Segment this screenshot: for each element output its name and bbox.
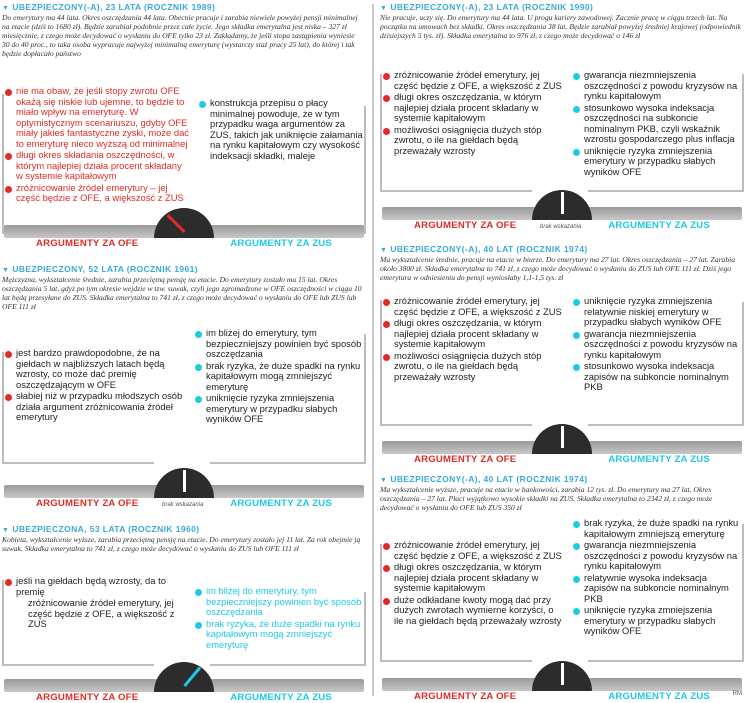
ofe-argument: zróżnicowanie źródeł emerytury, jej część będzie z OFE, a większość z ZUS: [28, 597, 175, 629]
ofe-argument: długi okres oszczędzania, w którym najlepiej działa procent składany w systemie kapitałowym: [382, 562, 562, 594]
ofe-argument: zróżnicowanie źródeł emerytury, jej część będzie z OFE, a większość z ZUS: [382, 540, 562, 561]
panel-description: Ma wykształcenie wyższe, pracuje na etacie w bankowości, zarabia 12 tys. zł. Do emerytury ma 27 lat. Okres oszczędzania – 27 lat. Płaci wyjątkowo wysokie składki na ZUS. Składka emerytalna to 2342 zł, z czego może decydować o wysłaniu do OFE lub ZUS 350 zł: [380, 485, 713, 512]
triangle-icon: ▼: [380, 477, 388, 484]
zus-label: ARGUMENTY ZA ZUS: [608, 454, 710, 465]
cyan-bullet-icon: [573, 364, 580, 371]
cyan-bullet-icon: [573, 332, 580, 339]
panel-title: ▼ UBEZPIECZONY(-A), 23 LATA (ROCZNIK 1990): [380, 2, 594, 12]
zus-argument: gwarancja niezmniejszenia oszczędności z powodu kryzysów na rynku kapitałowym: [572, 540, 742, 572]
ofe-label: ARGUMENTY ZA OFE: [36, 692, 139, 703]
panel-title: ▼ UBEZPIECZONY, 52 LATA (ROCZNIK 1961): [2, 264, 199, 274]
triangle-icon: ▼: [2, 267, 10, 274]
gauge-needle: [561, 663, 564, 685]
gauge-needle: [183, 470, 186, 492]
profile-panel-52-1961: [0, 264, 368, 508]
zus-argument: brak ryzyka, że duże spadki na rynku kapitałowym zmniejszą emeryturę: [572, 518, 742, 539]
panel-title: ▼ UBEZPIECZONA, 53 LATA (ROCZNIK 1960): [2, 524, 200, 534]
zus-argument: brak ryzyka, że duże spadki na rynku kapitałowym mogą zmniejszyć emeryturę: [194, 619, 364, 651]
cyan-bullet-icon: [195, 589, 202, 596]
cyan-bullet-icon: [195, 364, 202, 371]
ofe-bracket: [380, 74, 532, 192]
profile-panel-53-1960: [0, 524, 368, 703]
ofe-label: ARGUMENTY ZA OFE: [414, 691, 517, 702]
ofe-argument: długi okres oszczędzania, w którym najlepiej działa procent składany w systemie kapitałowym: [382, 92, 562, 124]
left-column: [0, 0, 368, 703]
ofe-argument: długi okres oszczędzania, w którym najlepiej działa procent składany w systemie kapitałowym: [382, 318, 562, 350]
ofe-argument: słabiej niż w przypadku młodszych osób działa argument zróżnicowania źródeł emerytury: [4, 391, 184, 423]
zus-argument: brak ryzyka, że duże spadki na rynku kapitałowym mogą zmniejszyć emeryturę: [194, 361, 364, 393]
zus-argument: stosunkowo wysoka indeksacja zapisów na subkoncie nominalnym PKB: [572, 361, 742, 393]
ofe-label: ARGUMENTY ZA OFE: [36, 238, 139, 249]
cyan-bullet-icon: [195, 396, 202, 403]
ofe-bracket: [2, 352, 154, 464]
triangle-icon: ▼: [380, 247, 388, 254]
zus-bracket: [210, 592, 366, 666]
profile-panel-23-1989: [0, 2, 368, 248]
cyan-bullet-icon: [573, 106, 580, 113]
panel-title: ▼ UBEZPIECZONY(-A), 23 LATA (ROCZNIK 1989): [2, 2, 216, 12]
ofe-bracket: [380, 300, 532, 426]
balance-label: brak wskazania: [162, 502, 204, 508]
cyan-bullet-icon: [573, 149, 580, 156]
zus-argument: gwarancja niezmniejszenia oszczędności z powodu kryzysów na rynku kapitałowym: [572, 329, 742, 361]
profile-panel-23-1990: [378, 2, 746, 230]
cyan-bullet-icon: [573, 521, 580, 528]
gauge-dial: [154, 662, 214, 692]
author-credit: RM: [732, 691, 742, 697]
zus-argument: konstrukcja przepisu o płacy minimalnej powoduje, że w tym przypadku waga argumentów za ZUS, takich jak uniknięcie załamania na rynku kapitałowym czy wysokość indeksacji składki, maleje: [198, 98, 364, 161]
panel-description: Mężczyzna, wykształcenie średnie, zarabia przeciętną pensję na etacie. Do emerytury zostało mu 15 lat. Okres oszczędzania 5 lat, gdyż po tym okresie wejdzie w tzw. suwak, czyli jego zgromadzone w OFE oszczędności w ciągu 10 lat będą przesyłane do ZUS. Składka emerytalna to 741 zł, z czego może decydować o wysłaniu do OFE lub ZUS lub OFE 111 zł: [2, 275, 362, 311]
ofe-bracket: [2, 580, 154, 666]
balance-gauge: [0, 664, 368, 703]
zus-label: ARGUMENTY ZA ZUS: [230, 238, 332, 249]
triangle-icon: ▼: [2, 5, 10, 12]
cyan-bullet-icon: [195, 622, 202, 629]
balance-gauge: [0, 470, 368, 509]
ofe-argument: nie ma obaw, że jeśli stopy zwrotu OFE okażą się niskie lub ujemne, to będzie to miało wpływ na emeryturę. W optymistycznym scenariuszu, gdyby OFE miały jakieś fantastyczne zyski, może dać to emeryturę nieco wyższą od minimalnej: [4, 86, 190, 149]
ofe-argument: zróżnicowanie źródeł emerytury, jej część będzie z OFE, a większość z ZUS: [382, 70, 562, 91]
zus-argument: stosunkowo wysoka indeksacja oszczędności na subkoncie nominalnym PKB, czyli wskaźnik wzrostu gospodarczego plus inflacja: [572, 103, 742, 145]
ofe-label: ARGUMENTY ZA OFE: [414, 220, 517, 231]
zus-argument: uniknięcie ryzyka zmniejszenia relatywnie niskiej emerytury w przypadku słabych wyników OFE: [572, 296, 742, 328]
triangle-icon: ▼: [2, 527, 10, 534]
profile-panel-40-1974-office: [378, 244, 746, 466]
ofe-label: ARGUMENTY ZA OFE: [414, 454, 517, 465]
panel-description: Kobieta, wykształcenie wyższe, zarabia przeciętną pensję na etacie. Do emerytury zostało jej 11 lat. Za rok obejmie ją suwak. Składka emerytalna to 741 zł, z czego może decydować o wysłaniu do ZUS lub OFE 111 zł: [2, 535, 361, 553]
ofe-argument: zróżnicowanie źródeł emerytury – jej część będzie z OFE, a większość z ZUS: [4, 183, 190, 204]
zus-label: ARGUMENTY ZA ZUS: [230, 692, 332, 703]
panel-description: Nie pracuje, uczy się. Do emerytury ma 44 lata. U progu kariery zawodowej. Zacznie pracę w ciągu trzech lat. Na początku na umowach bez składki. Okres oszczędzania 38 lat. Będzie zarabiał powyżej średniej krajowej (odpowiednik dzisiejszych 5 tys. zł). Składka emerytalna to 976 zł, z czego może decydować o 146 zł: [380, 13, 741, 40]
ofe-argument: długi okres składania oszczędności, w którym najlepiej działa procent składany w systemie kapitałowym: [4, 150, 190, 182]
zus-bracket: [588, 74, 744, 192]
ofe-argument: zróżnicowanie źródeł emerytury, jej część będzie z OFE, a większość z ZUS: [382, 296, 562, 317]
column-divider: [372, 4, 374, 696]
cyan-bullet-icon: [195, 331, 202, 338]
cyan-bullet-icon: [199, 101, 206, 108]
cyan-bullet-icon: [573, 608, 580, 615]
ofe-argument: jest bardzo prawdopodobne, że na giełdach w najbliższych latach będą wzrosty, co może dać premię oszczędzającym w OFE: [4, 348, 184, 390]
zus-argument: im bliżej do emerytury, tym bezpieczniejszy powinien być sposób oszczędzania: [194, 328, 364, 360]
panel-description: Do emerytury ma 44 lata. Okres oszczędzania 44 lata. Obecnie pracuje i zarabia niewiele powyżej pensji minimalnej na etacie (dziś to 1680 zł). Będzie zarabiał podobnie przez całe życie. Jego składka emerytalna jest niska – 327 zł miesięcznie, z czego może decydować o wysłaniu do OFE tylko 23 zł. Zakładamy, że jeśli stopa zastąpienia wyniesie 30 do 40 proc., to taka osoba wypracuje najwyżej minimalną emeryturę (wystarczy staż pracy 25 lat), do której i tak będzie dopłacało państwo: [2, 13, 358, 58]
cyan-bullet-icon: [573, 576, 580, 583]
gauge-needle: [561, 192, 564, 214]
zus-argument: gwarancja niezmniejszenia oszczędności z powodu kryzysów na rynku kapitałowym: [572, 70, 742, 102]
panel-title: ▼ UBEZPIECZONY(-A), 40 LAT (ROCZNIK 1974): [380, 474, 588, 484]
balance-label: brak wskazania: [540, 224, 582, 230]
panel-title: ▼ UBEZPIECZONY(-A), 40 LAT (ROCZNIK 1974): [380, 244, 588, 254]
zus-label: ARGUMENTY ZA ZUS: [608, 691, 710, 702]
zus-bracket: [588, 524, 744, 662]
zus-argument: uniknięcie ryzyka zmniejszenia emerytury w przypadku słabych wyników OFE: [572, 605, 742, 637]
panel-description: Ma wykształcenie średnie, pracuje na etacie w biurze. Do emerytury ma 27 lat. Okres oszczędzania – 27 lat. Zarabia około 3800 zł. Składka emerytalna to 741 zł, z czego może decydować o wysłaniu do ZUS lub OFE 111 zł. Dziś jego emerytura w odniesieniu do pensji wyniosłaby 1,1-1,5 tys. zł: [380, 255, 736, 282]
zus-label: ARGUMENTY ZA ZUS: [230, 498, 332, 509]
gauge-needle: [561, 426, 564, 448]
zus-argument: relatywnie wysoka indeksacja zapisów na subkoncie nominalnym PKB: [572, 573, 742, 605]
cyan-bullet-icon: [573, 543, 580, 550]
ofe-argument: możliwości osiągnięcia dużych stóp zwrotu, o ile na giełdach będą przeważały wzrosty: [382, 125, 562, 157]
balance-gauge: [0, 210, 368, 249]
ofe-argument: jeśli na giełdach będą wzrosty, da to premię: [4, 576, 182, 597]
ofe-bracket: [380, 544, 532, 662]
zus-argument: uniknięcie ryzyka zmniejszenia emerytury w przypadku słabych wyników OFE: [194, 393, 364, 425]
profile-panel-40-1974-banking: [378, 474, 746, 702]
ofe-label: ARGUMENTY ZA OFE: [36, 498, 139, 509]
cyan-bullet-icon: [573, 73, 580, 80]
right-column: [378, 0, 746, 702]
balance-gauge: [378, 663, 746, 702]
ofe-argument: duże odkładane kwoty mogą dać przy dużych zwrotach wymierne korzyści, o ile na giełdach będą przeważały wzrosty: [382, 595, 562, 627]
zus-bracket: [210, 334, 366, 464]
zus-bracket: [588, 302, 744, 426]
ofe-argument: możliwości osiągnięcia dużych stóp zwrotu, o ile na giełdach będą przeważały wzrosty: [382, 351, 562, 383]
zus-argument: uniknięcie ryzyka zmniejszenia emerytury w przypadku słabych wyników OFE: [572, 146, 742, 178]
cyan-bullet-icon: [573, 299, 580, 306]
triangle-icon: ▼: [380, 5, 388, 12]
balance-gauge: [378, 426, 746, 465]
balance-gauge: [378, 192, 746, 231]
zus-label: ARGUMENTY ZA ZUS: [608, 220, 710, 231]
gauge-dial: [154, 208, 214, 238]
zus-argument: im bliżej do emerytury, tym bezpieczniejszy powinien być sposób oszczędzania: [194, 586, 364, 618]
